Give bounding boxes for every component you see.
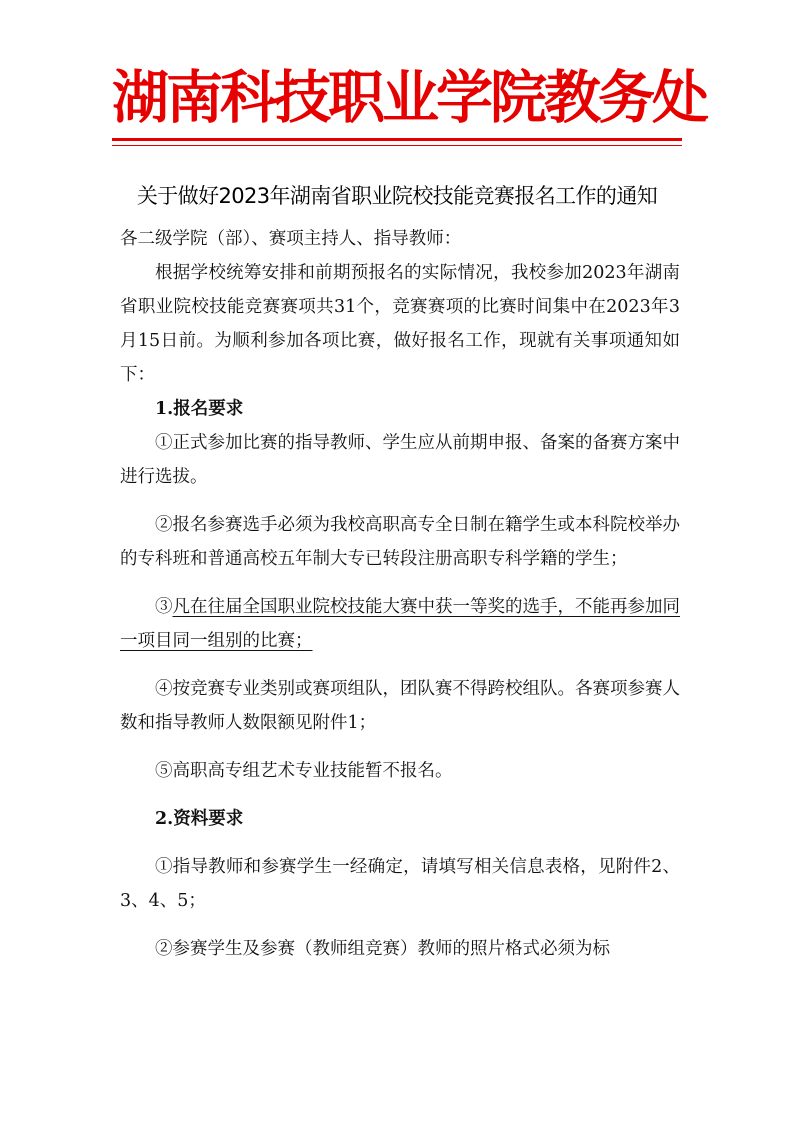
section-1-heading-text: 1.报名要求 [155, 399, 244, 419]
notice-body [120, 222, 680, 966]
item-3-marker: ③ [155, 597, 173, 617]
section-2-heading [120, 802, 680, 836]
section-1-item-1: ①正式参加比赛的指导教师、学生应从前期申报、备案的备赛方案中进行选拔。 [120, 433, 680, 487]
masthead-rule-thin [112, 145, 682, 146]
section-1-item-2: ②报名参赛选手必须为我校高职高专全日制在籍学生或本科院校举办的专科班和普通高校五年制大专已转段注册高职专科学籍的学生； [120, 515, 680, 569]
salutation: 各二级学院（部）、赛项主持人、指导教师： [120, 229, 462, 249]
section-2-item-1: ①指导教师和参赛学生一经确定，请填写相关信息表格，见附件2、3、4、5； [120, 857, 680, 911]
section-2-heading-text: 2.资料要求 [155, 809, 244, 829]
item-3-underlined-text: 凡在往届全国职业院校技能大赛中获一等奖的选手，不能再参加同一项目同一组别的比赛； [120, 597, 680, 651]
masthead-rule-thick [112, 138, 682, 141]
section-2-item-2: ②参赛学生及参赛（教师组竞赛）教师的照片格式必须为标 [155, 939, 610, 959]
masthead-title: 湖南科技职业学院教务处 [112, 65, 706, 131]
section-1-item-5: ⑤高职高专组艺术专业技能暂不报名。 [155, 761, 453, 781]
section-1-item-3 [120, 590, 680, 658]
intro-paragraph: 根据学校统筹安排和前期预报名的实际情况，我校参加2023年湖南省职业院校技能竞赛赛项共31个，竞赛赛项的比赛时间集中在2023年3月15日前。为顺利参加各项比赛，做好报名工作，现就有关事项通知如下： [120, 263, 680, 385]
section-1-item-4: ④按竞赛专业类别或赛项组队，团队赛不得跨校组队。各赛项参赛人数和指导教师人数限额见附件1； [120, 679, 680, 733]
section-1-heading [120, 392, 680, 426]
notice-title: 关于做好2023年湖南省职业院校技能竞赛报名工作的通知 [136, 184, 658, 208]
